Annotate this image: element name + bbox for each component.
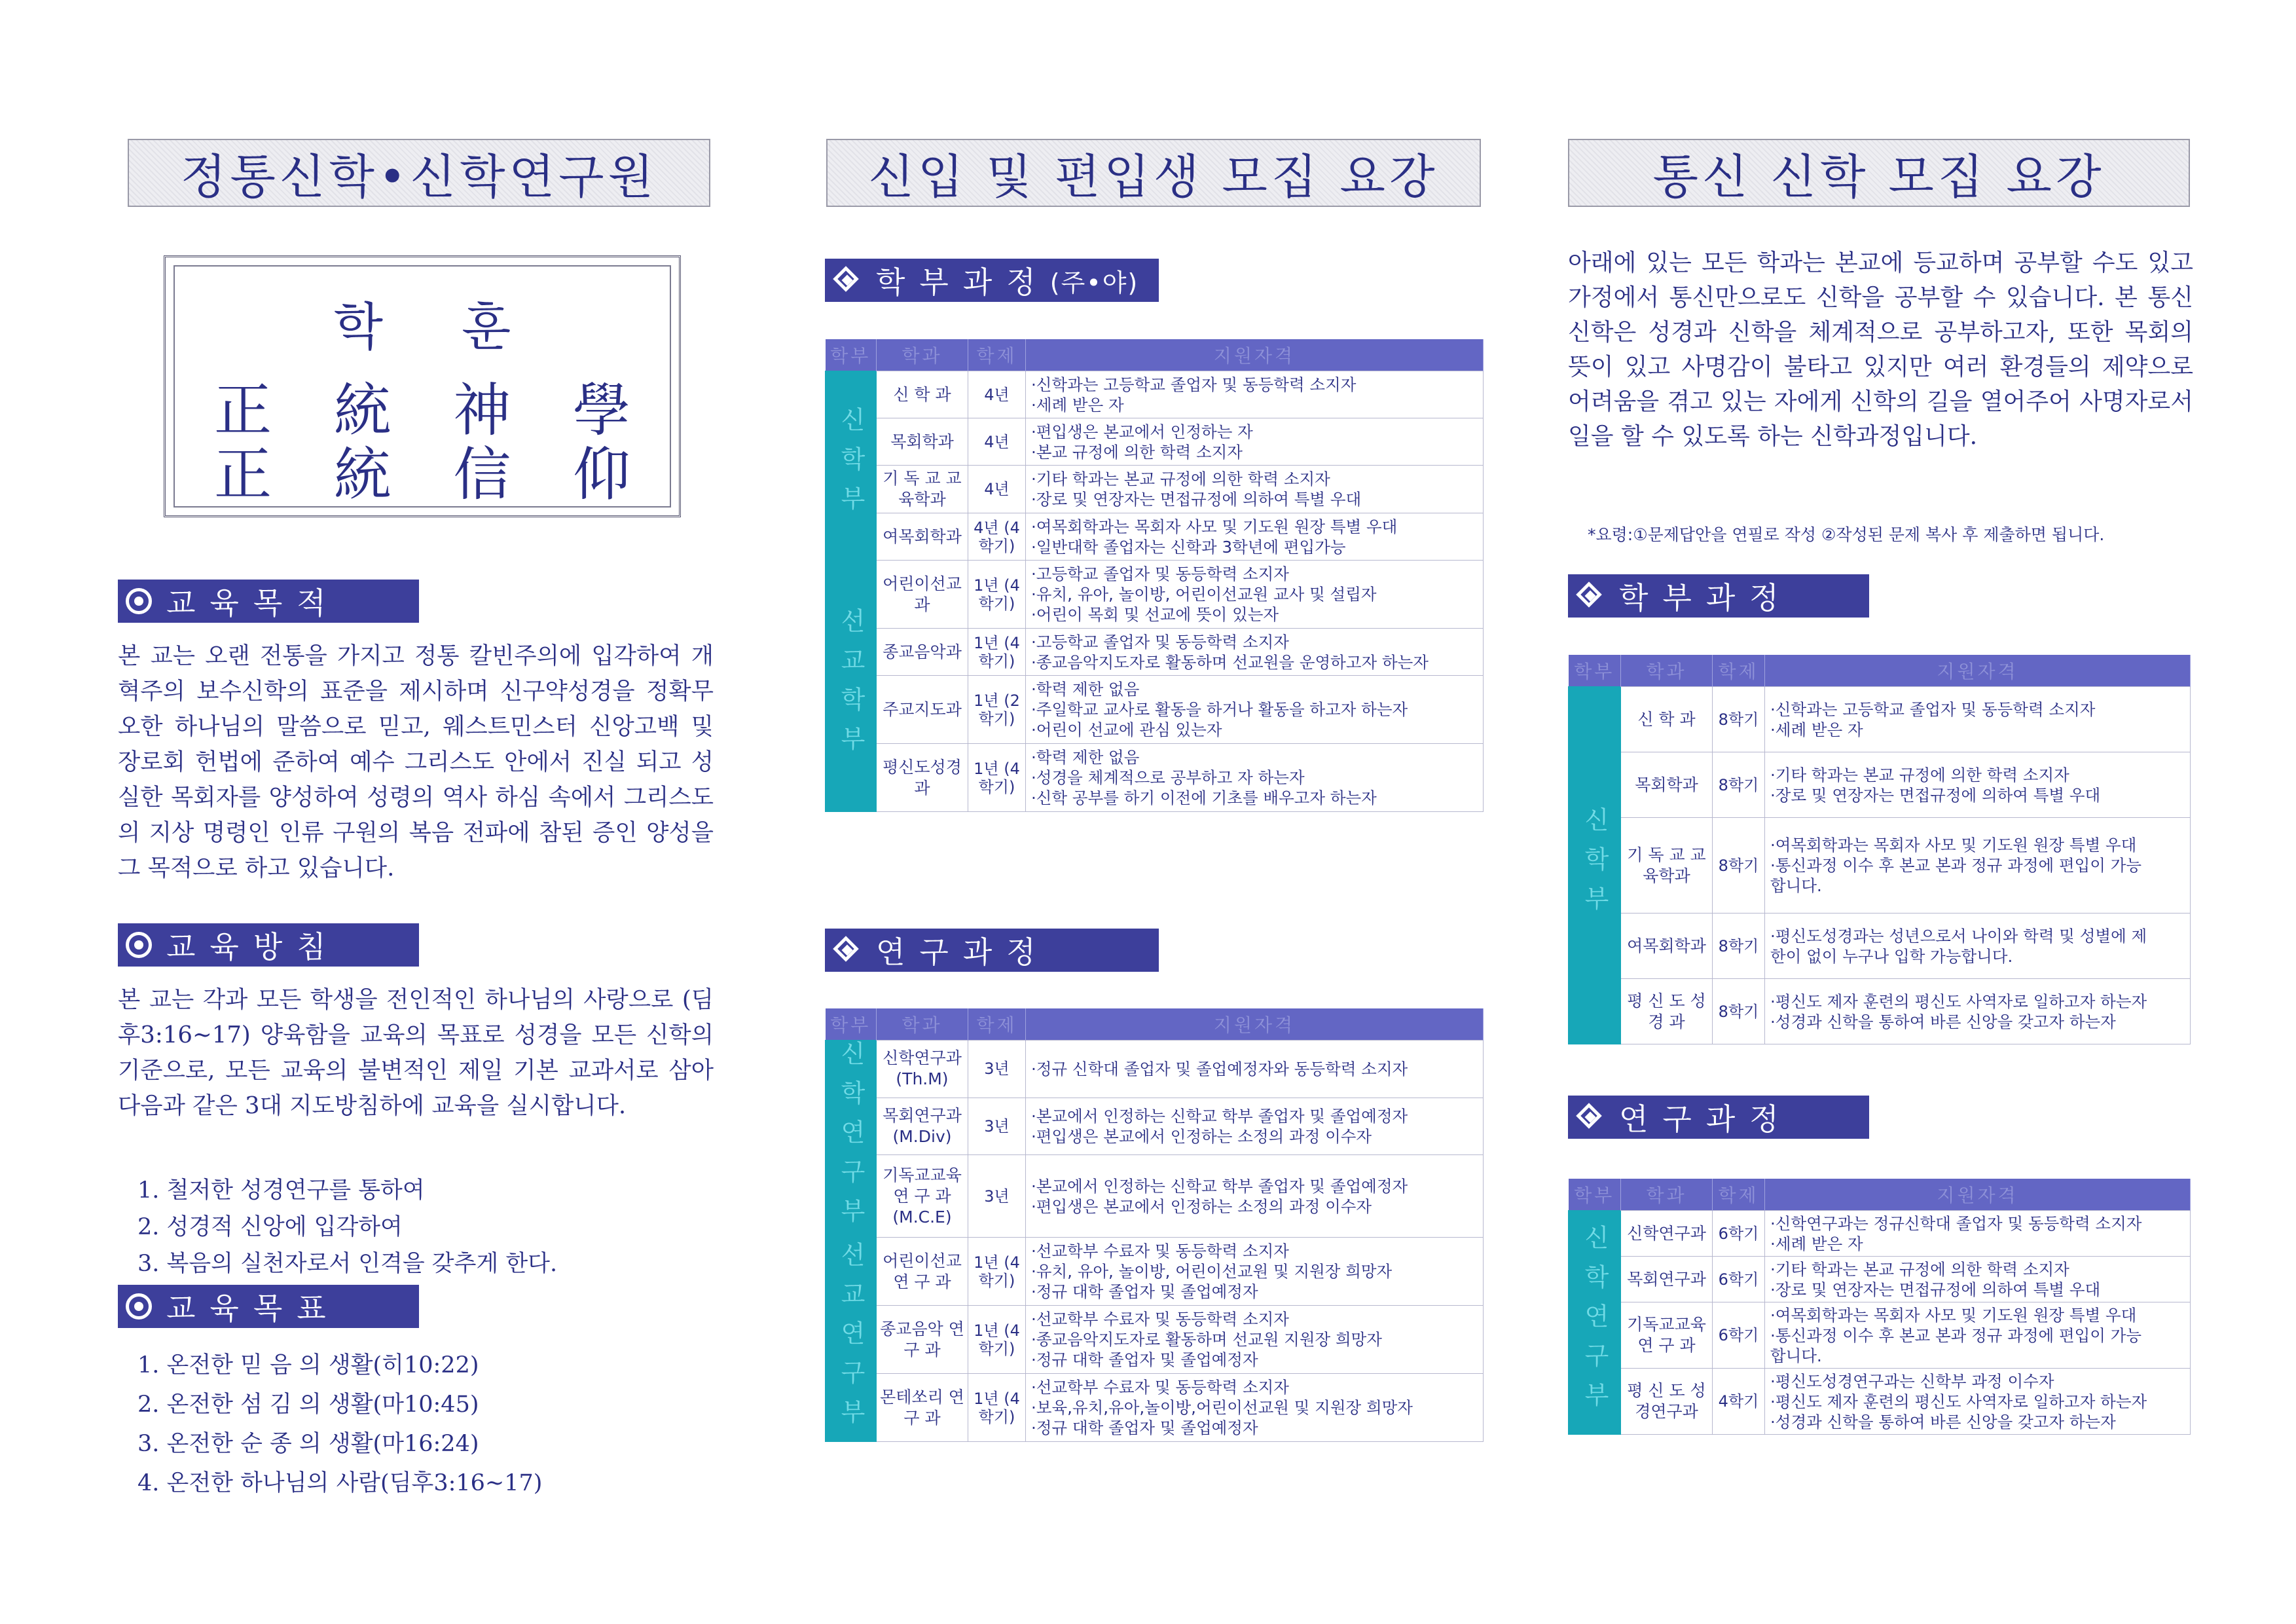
- list-item: 4. 온전한 하나님의 사람(딤후3:16~17): [137, 1470, 543, 1496]
- department-cell: 종교음악 연 구 과: [877, 1306, 968, 1374]
- qualification-cell: [1765, 1257, 2191, 1302]
- qualification-line: ·여목회학과는 목회자 사모 및 기도원 원장 특별 우대: [1770, 1305, 2137, 1325]
- qualification-line: ·신학과는 고등학교 졸업자 및 동등학력 소지자: [1770, 699, 2096, 719]
- undergrad-table: [825, 339, 1484, 812]
- qualification-line: ·편입생은 본교에서 인정하는 소정의 과정 이수자: [1031, 1196, 1372, 1216]
- duration-cell: 8학기: [1713, 687, 1765, 752]
- qualification-line: ·기타 학과는 본교 규정에 의한 학력 소지자: [1031, 470, 1330, 489]
- duration-cell: 3년: [968, 1098, 1026, 1155]
- duration-cell: 8학기: [1713, 913, 1765, 979]
- department-cell: 기 독 교 교육학과: [1621, 818, 1713, 913]
- table-row: [1569, 1211, 2191, 1257]
- table-row: [826, 629, 1484, 676]
- table-row: [826, 513, 1484, 561]
- qualification-cell: [1026, 371, 1484, 418]
- division-cell: 신학연구부: [826, 1041, 877, 1238]
- qualification-line: ·신학연구과는 정규신학대 졸업자 및 동등학력 소지자: [1770, 1213, 2142, 1233]
- table-header-cell: 학부: [1569, 1179, 1621, 1211]
- department-cell: 목회연구과: [1621, 1257, 1713, 1302]
- duration-cell: 6학기: [1713, 1302, 1765, 1369]
- table-header-cell: 지원자격: [1765, 1179, 2191, 1211]
- table-row: [1569, 1369, 2191, 1435]
- qualification-cell: [1765, 1302, 2191, 1369]
- qualification-line: ·기타 학과는 본교 규정에 의한 학력 소지자: [1770, 1259, 2069, 1279]
- department-cell: 신 학 과: [877, 371, 968, 418]
- table-row: [826, 1155, 1484, 1238]
- qualification-line: ·통신과정 이수 후 본교 본과 정규 과정에 편입이 가능: [1770, 1325, 2142, 1345]
- table-header-cell: 지원자격: [1765, 655, 2191, 687]
- table-header-cell: 학제: [1713, 655, 1765, 687]
- qualification-line: ·유치, 유아, 놀이방, 어린이선교원 및 지원장 희망자: [1031, 1262, 1393, 1281]
- table-header-cell: 학과: [877, 339, 968, 371]
- undergrad-heading: [825, 259, 1159, 302]
- section-heading-suffix: (주•야): [1049, 268, 1139, 297]
- table-header-cell: 학부: [826, 339, 877, 371]
- table-header-cell: 학과: [1621, 1179, 1713, 1211]
- undergrad-table: [1568, 655, 2191, 1044]
- table-header-cell: 학부: [826, 1008, 877, 1041]
- table-header-cell: 학부: [1569, 655, 1621, 687]
- duration-cell: 6학기: [1713, 1211, 1765, 1257]
- table-header-row: [1569, 655, 2191, 687]
- qualification-cell: [1765, 979, 2191, 1044]
- table-row: [826, 1374, 1484, 1442]
- qualification-line: ·정규 대학 졸업자 및 졸업예정자: [1031, 1350, 1258, 1369]
- qualification-line: ·성경과 신학을 통하여 바른 신앙을 갖고자 하는자: [1770, 1012, 2116, 1031]
- qualification-line: ·정규 대학 졸업자 및 졸업예정자: [1031, 1282, 1258, 1301]
- qualification-line: ·선교학부 수료자 및 동등학력 소지자: [1031, 1242, 1289, 1261]
- qualification-line: ·여목회학과는 목회자 사모 및 기도원 원장 특별 우대: [1031, 517, 1398, 536]
- table-row: [1569, 1302, 2191, 1369]
- qualification-line: ·세례 받은 자: [1770, 720, 1863, 739]
- qualification-line: ·본교에서 인정하는 신학교 학부 졸업자 및 졸업예정자: [1031, 1106, 1408, 1126]
- qualification-line: ·주일학교 교사로 활동을 하거나 활동을 하고자 하는자: [1031, 700, 1408, 719]
- motto-char: 正: [214, 377, 272, 444]
- qualification-cell: [1026, 1098, 1484, 1155]
- department-cell: 어린이선교 연 구 과: [877, 1238, 968, 1306]
- qualification-line: ·편입생은 본교에서 인정하는 소정의 과정 이수자: [1031, 1126, 1372, 1146]
- list-item: 1. 철저한 성경연구를 통하여: [137, 1177, 425, 1204]
- department-cell: 평 신 도 성 경 과: [1621, 979, 1713, 1044]
- qualification-cell: [1026, 1155, 1484, 1238]
- table-row: [826, 1041, 1484, 1098]
- table-header-row: [826, 1008, 1484, 1041]
- diamond-bullet-icon: [833, 266, 862, 295]
- department-cell: 기독교교육 연 구 과 (M.C.E): [877, 1155, 968, 1238]
- instruction-note: *요령:①문제답안을 연필로 작성 ②작성된 문제 복사 후 제출하면 됩니다.: [1588, 525, 2105, 544]
- department-cell: 여목회학과: [877, 513, 968, 561]
- division-cell: 신학부: [1569, 687, 1621, 1044]
- qualification-line: ·고등학교 졸업자 및 동등학력 소지자: [1031, 632, 1289, 652]
- division-cell: 신학연구부: [1569, 1211, 1621, 1435]
- qualification-cell: [1026, 1306, 1484, 1374]
- qualification-line: ·장로 및 연장자는 면접규정에 의하여 특별 우대: [1031, 490, 1362, 509]
- qualification-line: ·평신도 제자 훈련의 평신도 사역자로 일하고자 하는자: [1770, 1392, 2147, 1411]
- table-row: [1569, 979, 2191, 1044]
- motto-char: 統: [333, 377, 392, 444]
- table-header-cell: 학과: [877, 1008, 968, 1041]
- qualification-line: ·종교음악지도자로 활동하며 선교원 지원장 희망자: [1031, 1330, 1382, 1349]
- qualification-cell: [1026, 418, 1484, 466]
- motto-char: 神: [453, 377, 511, 444]
- duration-cell: 1년 (4학기): [968, 1238, 1026, 1306]
- section-heading-text: 학부과정: [876, 265, 1050, 300]
- circle-bullet-icon: [126, 588, 152, 614]
- list-item: 3. 복음의 실천자로서 인격을 갖추게 한다.: [137, 1251, 558, 1277]
- duration-cell: 3년: [968, 1155, 1026, 1238]
- qualification-line: ·어린이 선교에 관심 있는자: [1031, 720, 1222, 739]
- department-cell: 종교음악과: [877, 629, 968, 676]
- diamond-bullet-icon: [1576, 581, 1605, 610]
- duration-cell: 4학기: [1713, 1369, 1765, 1435]
- department-cell: 목회학과: [877, 418, 968, 466]
- policy-list: [137, 1172, 557, 1282]
- list-item: 2. 성경적 신앙에 입각하여: [137, 1214, 403, 1240]
- grad-heading: [1568, 1096, 1869, 1139]
- correspondence-title: 통신 신학 모집 요강: [1568, 139, 2190, 207]
- table-row: [1569, 818, 2191, 913]
- goals-list: [137, 1346, 542, 1503]
- table-header-cell: 학과: [1621, 655, 1713, 687]
- table-row: [826, 744, 1484, 812]
- table-header-cell: 지원자격: [1026, 339, 1484, 371]
- department-cell: 신학연구과: [1621, 1211, 1713, 1257]
- grad-table: [825, 1008, 1484, 1442]
- table-row: [1569, 913, 2191, 979]
- department-cell: 기독교교육 연 구 과: [1621, 1302, 1713, 1369]
- motto-char: 正: [214, 441, 272, 508]
- motto-heading: 학훈: [333, 298, 590, 357]
- list-item: 2. 온전한 섬 김 의 생활(마10:45): [137, 1392, 479, 1418]
- department-cell: 평신도성경과: [877, 744, 968, 812]
- qualification-line: ·장로 및 연장자는 면접규정에 의하여 특별 우대: [1770, 1280, 2101, 1299]
- qualification-line: ·유치, 유아, 놀이방, 어린이선교원 교사 및 설립자: [1031, 585, 1377, 604]
- qualification-cell: [1765, 752, 2191, 818]
- table-row: [826, 1306, 1484, 1374]
- department-cell: 기 독 교 교육학과: [877, 466, 968, 513]
- department-cell: 주교지도과: [877, 676, 968, 744]
- table-row: [826, 561, 1484, 629]
- qualification-cell: [1026, 676, 1484, 744]
- duration-cell: 6학기: [1713, 1257, 1765, 1302]
- list-item: 3. 온전한 순 종 의 생활(마16:24): [137, 1431, 479, 1457]
- list-item: 1. 온전한 믿 음 의 생활(히10:22): [137, 1352, 479, 1378]
- table-header-row: [1569, 1179, 2191, 1211]
- section-heading-text: 교육목표: [166, 1291, 340, 1326]
- qualification-cell: [1026, 744, 1484, 812]
- qualification-cell: [1026, 1238, 1484, 1306]
- goals-heading: [118, 1285, 419, 1328]
- department-cell: 목회학과: [1621, 752, 1713, 818]
- duration-cell: 4년 (4학기): [968, 513, 1026, 561]
- qualification-line: 합니다.: [1770, 1346, 1822, 1365]
- section-heading-text: 연구과정: [1619, 1101, 1793, 1137]
- qualification-line: 합니다.: [1770, 876, 1822, 895]
- qualification-line: ·고등학교 졸업자 및 동등학력 소지자: [1031, 564, 1289, 583]
- qualification-line: ·본교 규정에 의한 학력 소지자: [1031, 442, 1243, 462]
- table-header-row: [826, 339, 1484, 371]
- qualification-cell: [1026, 561, 1484, 629]
- qualification-line: ·성경을 체계적으로 공부하고 자 하는자: [1031, 768, 1305, 787]
- purpose-text: 본 교는 오랜 전통을 가지고 정통 칼빈주의에 입각하여 개혁주의 보수신학의 표준을 제시하며 신구약성경을 정확무오한 하나님의 말씀으로 믿고, 웨스트민스터 신앙고백 및 장로회 헌법에 준하여 예수 그리스도 안에서 진실 되고 성실한 목회자를 양성하여 성령의 역사 하심 속에서 그리스도의 지상 명령인 인류 구원의 복음 전파에 참된 증인 양성을 그 목적으로 하고 있습니다.: [118, 642, 714, 881]
- qualification-line: ·일반대학 졸업자는 신학과 3학년에 편입가능: [1031, 537, 1346, 557]
- division-cell: 선교연구부: [826, 1238, 877, 1442]
- diamond-bullet-icon: [833, 936, 862, 965]
- table-header-cell: 학제: [968, 339, 1026, 371]
- qualification-cell: [1765, 687, 2191, 752]
- motto-box: [164, 255, 681, 517]
- duration-cell: 8학기: [1713, 752, 1765, 818]
- table-header-cell: 학제: [1713, 1179, 1765, 1211]
- qualification-line: ·성경과 신학을 통하여 바른 신앙을 갖고자 하는자: [1770, 1412, 2116, 1431]
- school-title: 정통신학•신학연구원: [128, 139, 710, 207]
- qualification-line: ·종교음악지도자로 활동하며 선교원을 운영하고자 하는자: [1031, 652, 1429, 672]
- section-heading-text: 교육방침: [166, 929, 340, 965]
- undergrad-heading: [1568, 574, 1869, 618]
- motto-line-2: [214, 429, 630, 511]
- motto-char: 信: [453, 441, 511, 508]
- qualification-cell: [1765, 818, 2191, 913]
- qualification-cell: [1026, 1041, 1484, 1098]
- qualification-cell: [1026, 629, 1484, 676]
- purpose-heading: [118, 580, 419, 623]
- qualification-line: ·통신과정 이수 후 본교 본과 정규 과정에 편입이 가능: [1770, 856, 2142, 875]
- table-row: [826, 418, 1484, 466]
- duration-cell: 1년 (4학기): [968, 629, 1026, 676]
- policy-text: 본 교는 각과 모든 학생을 전인적인 하나님의 사랑으로 (딤후3:16~17) 양육함을 교육의 목표로 성경을 모든 신학의 기준으로, 모든 교육의 불변적인 제일 기본 교과서로 삼아 다음과 같은 3대 지도방침하에 교육을 실시합니다.: [118, 986, 714, 1119]
- table-row: [826, 1098, 1484, 1155]
- qualification-cell: [1026, 466, 1484, 513]
- qualification-line: ·장로 및 연장자는 면접규정에 의하여 특별 우대: [1770, 785, 2101, 805]
- duration-cell: 4년: [968, 466, 1026, 513]
- motto-char: 學: [572, 377, 630, 444]
- qualification-line: ·선교학부 수료자 및 동등학력 소지자: [1031, 1378, 1289, 1397]
- duration-cell: 8학기: [1713, 979, 1765, 1044]
- qualification-line: ·학력 제한 없음: [1031, 680, 1140, 699]
- qualification-line: ·평신도성경과는 성년으로서 나이와 학력 및 성별에 제: [1770, 926, 2147, 946]
- diamond-bullet-icon: [1576, 1103, 1605, 1132]
- department-cell: 목회연구과 (M.Div): [877, 1098, 968, 1155]
- qualification-line: ·여목회학과는 목회자 사모 및 기도원 원장 특별 우대: [1770, 836, 2137, 855]
- duration-cell: 1년 (4학기): [968, 1306, 1026, 1374]
- duration-cell: 1년 (4학기): [968, 561, 1026, 629]
- qualification-line: ·평신도 제자 훈련의 평신도 사역자로 일하고자 하는자: [1770, 991, 2147, 1011]
- duration-cell: 1년 (4학기): [968, 1374, 1026, 1442]
- table-row: [826, 371, 1484, 418]
- qualification-line: ·학력 제한 없음: [1031, 748, 1140, 767]
- table-row: [826, 466, 1484, 513]
- qualification-line: ·본교에서 인정하는 신학교 학부 졸업자 및 졸업예정자: [1031, 1176, 1408, 1196]
- qualification-cell: [1765, 1369, 2191, 1435]
- grad-table: [1568, 1179, 2191, 1435]
- admission-title: 신입 및 편입생 모집 요강: [826, 139, 1481, 207]
- motto-char: 仰: [572, 441, 630, 508]
- department-cell: 신 학 과: [1621, 687, 1713, 752]
- table-row: [826, 1238, 1484, 1306]
- qualification-line: ·세례 받은 자: [1031, 395, 1124, 415]
- division-cell: 신학부: [826, 371, 877, 561]
- qualification-line: ·세례 받은 자: [1770, 1234, 1863, 1253]
- qualification-line: ·선교학부 수료자 및 동등학력 소지자: [1031, 1310, 1289, 1329]
- department-cell: 여목회학과: [1621, 913, 1713, 979]
- duration-cell: 4년: [968, 371, 1026, 418]
- duration-cell: 1년 (2학기): [968, 676, 1026, 744]
- policy-heading: [118, 923, 419, 967]
- qualification-line: 한이 없이 누구나 입학 가능합니다.: [1770, 946, 2013, 966]
- table-row: [1569, 1257, 2191, 1302]
- duration-cell: 8학기: [1713, 818, 1765, 913]
- duration-cell: 4년: [968, 418, 1026, 466]
- duration-cell: 1년 (4학기): [968, 744, 1026, 812]
- circle-bullet-icon: [126, 932, 152, 958]
- qualification-line: ·신학 공부를 하기 이전에 기초를 배우고자 하는자: [1031, 788, 1377, 807]
- table-header-cell: 지원자격: [1026, 1008, 1484, 1041]
- qualification-line: ·정규 대학 졸업자 및 졸업예정자: [1031, 1418, 1258, 1437]
- qualification-cell: [1026, 1374, 1484, 1442]
- section-heading-text: 교육목적: [166, 585, 340, 621]
- qualification-line: ·정규 신학대 졸업자 및 졸업예정자와 동등학력 소지자: [1031, 1059, 1408, 1079]
- table-header-cell: 학제: [968, 1008, 1026, 1041]
- duration-cell: 3년: [968, 1041, 1026, 1098]
- department-cell: 어린이선교과: [877, 561, 968, 629]
- qualification-line: ·평신도성경연구과는 신학부 과정 이수자: [1770, 1371, 2054, 1391]
- qualification-line: ·보육,유치,유아,놀이방,어린이선교원 및 지원장 희망자: [1031, 1398, 1413, 1417]
- motto-char: 統: [333, 441, 392, 508]
- department-cell: 신학연구과 (Th.M): [877, 1041, 968, 1098]
- qualification-line: ·편입생은 본교에서 인정하는 자: [1031, 422, 1253, 441]
- qualification-line: ·신학과는 고등학교 졸업자 및 동등학력 소지자: [1031, 375, 1357, 394]
- division-cell: 선교학부: [826, 561, 877, 812]
- qualification-line: ·어린이 목회 및 선교에 뜻이 있는자: [1031, 605, 1279, 624]
- intro-text: 아래에 있는 모든 학과는 본교에 등교하며 공부할 수도 있고 가정에서 통신만으로도 신학을 공부할 수 있습니다. 본 통신신학은 성경과 신학을 체계적으로 공부하고자, 또한 목회의 뜻이 있고 사명감이 불타고 있지만 여러 환경들의 제약으로 어려움을 겪고 있는 자에게 신학의 길을 열어주어 사명자로서 일을 할 수 있도록 하는 신학과정입니다.: [1568, 249, 2193, 450]
- department-cell: 평 신 도 성경연구과: [1621, 1369, 1713, 1435]
- grad-heading: [825, 929, 1159, 972]
- department-cell: 몬테쏘리 연 구 과: [877, 1374, 968, 1442]
- qualification-cell: [1765, 913, 2191, 979]
- table-row: [1569, 752, 2191, 818]
- qualification-cell: [1026, 513, 1484, 561]
- section-heading-text: 학부과정: [1619, 580, 1793, 616]
- circle-bullet-icon: [126, 1293, 152, 1320]
- table-row: [1569, 687, 2191, 752]
- qualification-cell: [1765, 1211, 2191, 1257]
- table-row: [826, 676, 1484, 744]
- qualification-line: ·기타 학과는 본교 규정에 의한 학력 소지자: [1770, 765, 2069, 784]
- section-heading-text: 연구과정: [876, 934, 1050, 970]
